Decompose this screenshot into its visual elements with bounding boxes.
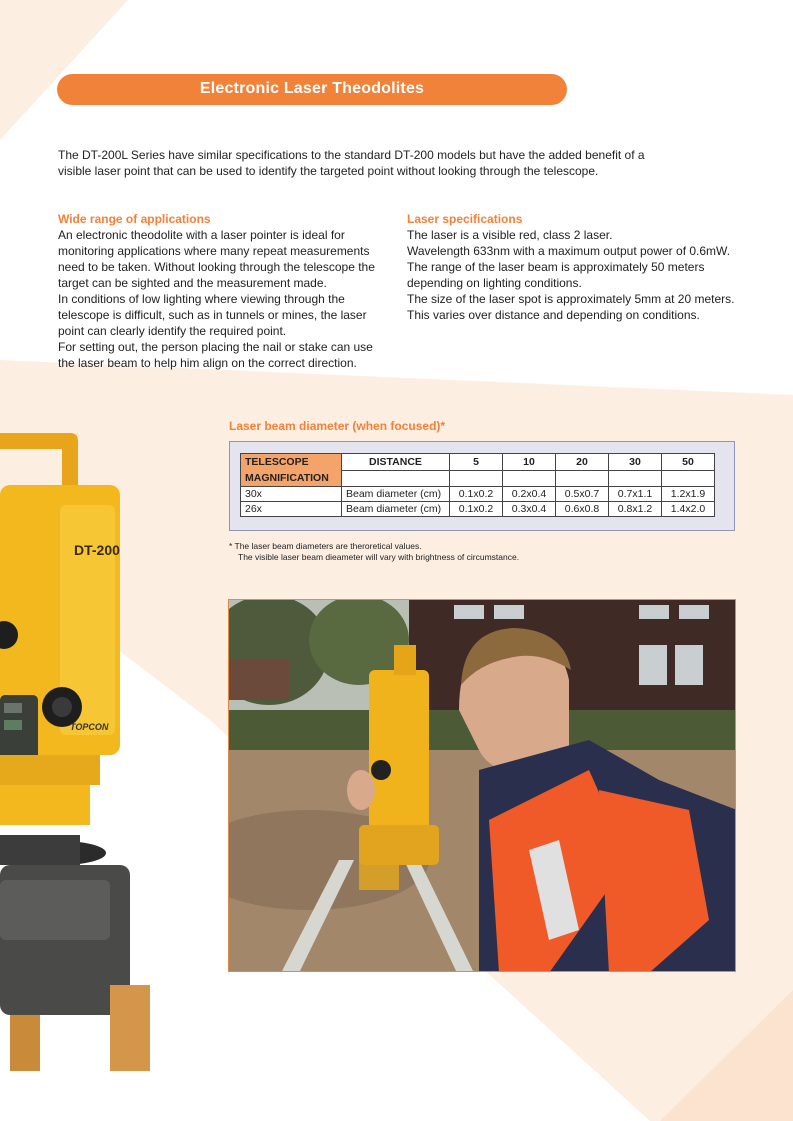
applications-paragraph: For setting out, the person placing the nail or stake can use the laser beam to help him align on the correct direction.	[58, 340, 373, 370]
value-cell: 0.1x0.2	[450, 502, 503, 517]
value-cell: 0.6x0.8	[556, 502, 609, 517]
footnote-line: * The laser beam diameters are theroretical values.	[229, 541, 422, 551]
beam-table-title: Laser beam diameter (when focused)*	[229, 419, 446, 433]
intro-paragraph: The DT-200L Series have similar specifications to the standard DT-200 models but have the added benefit of a visible laser point that can be used to identify the targeted point without looking through the telescope.	[58, 148, 645, 178]
distance-50-header: 50	[662, 454, 715, 471]
theodolite-product-image	[0, 425, 200, 1071]
label-cell: Beam diameter (cm)	[342, 502, 450, 517]
table-row	[241, 487, 715, 502]
brand-label: TOPCON	[70, 722, 109, 732]
magnification-cell: 26x	[241, 502, 342, 517]
page-title: Electronic Laser Theodolites	[199, 80, 425, 97]
distance-30-header: 30	[609, 454, 662, 471]
table-footnote	[229, 541, 519, 563]
footnote-line: The visible laser beam dieameter will vary with brightness of circumstance.	[238, 552, 520, 562]
beam-table-box	[229, 441, 735, 531]
laser-spec-paragraph: Wavelength 633nm with a maximum output power of 0.6mW.	[407, 244, 731, 258]
laser-spec-paragraph: The laser is a visible red, class 2 laser.	[407, 228, 613, 242]
table-header-row	[241, 454, 715, 471]
value-cell: 1.2x1.9	[662, 487, 715, 502]
applications-section	[58, 211, 384, 371]
magnification-header: TELESCOPE MAGNIFICATION	[241, 454, 342, 487]
value-cell: 1.4x2.0	[662, 502, 715, 517]
magnification-cell: 30x	[241, 487, 342, 502]
laser-spec-paragraph: The range of the laser beam is approximately 50 meters depending on lighting conditions.	[407, 260, 705, 290]
distance-10-header: 10	[503, 454, 556, 471]
product-model-label: DT-200	[74, 542, 120, 558]
applications-heading: Wide range of applications	[58, 212, 211, 226]
table-row	[241, 502, 715, 517]
laser-spec-section	[407, 211, 747, 323]
field-photo	[228, 599, 736, 972]
value-cell: 0.7x1.1	[609, 487, 662, 502]
laser-spec-heading: Laser specifications	[407, 212, 523, 226]
label-cell: Beam diameter (cm)	[342, 487, 450, 502]
distance-5-header: 5	[450, 454, 503, 471]
field-photo-illustration	[229, 600, 736, 972]
applications-paragraph: An electronic theodolite with a laser pointer is ideal for monitoring applications where many repeat measurements need to be taken. Without looking through the telescope the target can be sighted and the measurement made.	[58, 228, 375, 290]
value-cell: 0.3x0.4	[503, 502, 556, 517]
distance-header: DISTANCE	[342, 454, 450, 471]
value-cell: 0.1x0.2	[450, 487, 503, 502]
laser-spec-paragraph: The size of the laser spot is approximately 5mm at 20 meters. This varies over distance and depending on conditions.	[407, 292, 735, 322]
beam-diameter-table	[240, 453, 715, 517]
title-banner	[57, 74, 567, 105]
applications-paragraph: In conditions of low lighting where viewing through the telescope is difficult, such as in tunnels or mines, the laser point can clearly identify the required point.	[58, 292, 367, 338]
value-cell: 0.5x0.7	[556, 487, 609, 502]
value-cell: 0.8x1.2	[609, 502, 662, 517]
value-cell: 0.2x0.4	[503, 487, 556, 502]
distance-20-header: 20	[556, 454, 609, 471]
